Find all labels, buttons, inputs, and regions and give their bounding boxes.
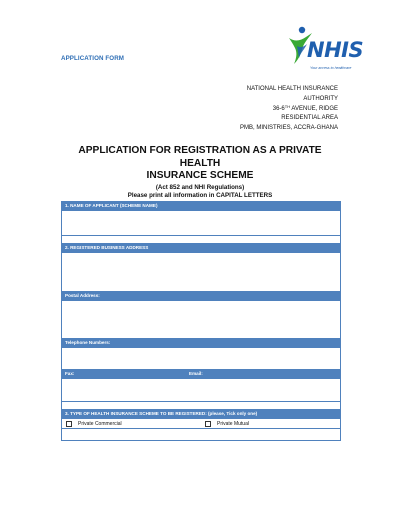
scheme-type-row: [62, 429, 340, 441]
address-line: AUTHORITY: [303, 95, 338, 102]
option-private-mutual[interactable]: [205, 421, 249, 427]
section-3-header: 3. TYPE OF HEALTH INSURANCE SCHEME TO BE REGISTERED: (please, Tick only one): [62, 410, 340, 419]
address-line: NATIONAL HEALTH INSURANCE: [246, 86, 338, 92]
option-label: Private Mutual: [217, 420, 249, 427]
checkbox-private-commercial[interactable]: [66, 421, 72, 427]
email-label: Email:: [189, 371, 203, 376]
scheme-type-options: [62, 419, 340, 429]
authority-address: [240, 85, 338, 134]
address-line: 36-6TH AVENUE, RIDGE: [272, 103, 338, 112]
address-line: RESIDENTIAL AREA: [281, 115, 338, 122]
telephone-field[interactable]: [62, 348, 340, 370]
section-1-header: 1. NAME OF APPLICANT (SCHEME NAME): [62, 202, 340, 211]
logo-tagline: Your access to healthcare: [310, 66, 352, 70]
option-label: Private Commercial: [78, 420, 122, 427]
nhis-logo: [285, 24, 363, 74]
scheme-name-field[interactable]: [62, 211, 340, 236]
checkbox-private-mutual[interactable]: [205, 421, 211, 427]
section-gap: [62, 402, 340, 410]
fax-email-header: [62, 370, 340, 379]
title-line: INSURANCE SCHEME: [146, 170, 254, 181]
option-private-commercial[interactable]: [66, 421, 122, 427]
fax-label: Fax:: [65, 371, 75, 376]
postal-address-field[interactable]: [62, 301, 340, 339]
document-title: [60, 145, 340, 200]
instruction-text: Please print all information in CAPITAL LETTERS: [127, 191, 273, 199]
logo-text: NHIS: [307, 38, 364, 62]
section-gap: [62, 236, 340, 244]
application-form: [61, 201, 341, 441]
title-line: APPLICATION FOR REGISTRATION AS A PRIVATE HEALTH: [78, 145, 322, 169]
postal-address-header: Postal Address:: [62, 292, 340, 301]
act-reference: (Act 852 and NHI Regulations): [155, 183, 245, 191]
telephone-header: Telephone Numbers:: [62, 339, 340, 348]
form-label: APPLICATION FORM: [61, 55, 125, 62]
section-2-header: 2. REGISTERED BUSINESS ADDRESS: [62, 244, 340, 253]
fax-email-field[interactable]: [62, 379, 340, 402]
business-address-field[interactable]: [62, 253, 340, 292]
address-line: PMB, MINISTRIES, ACCRA-GHANA: [239, 125, 338, 132]
